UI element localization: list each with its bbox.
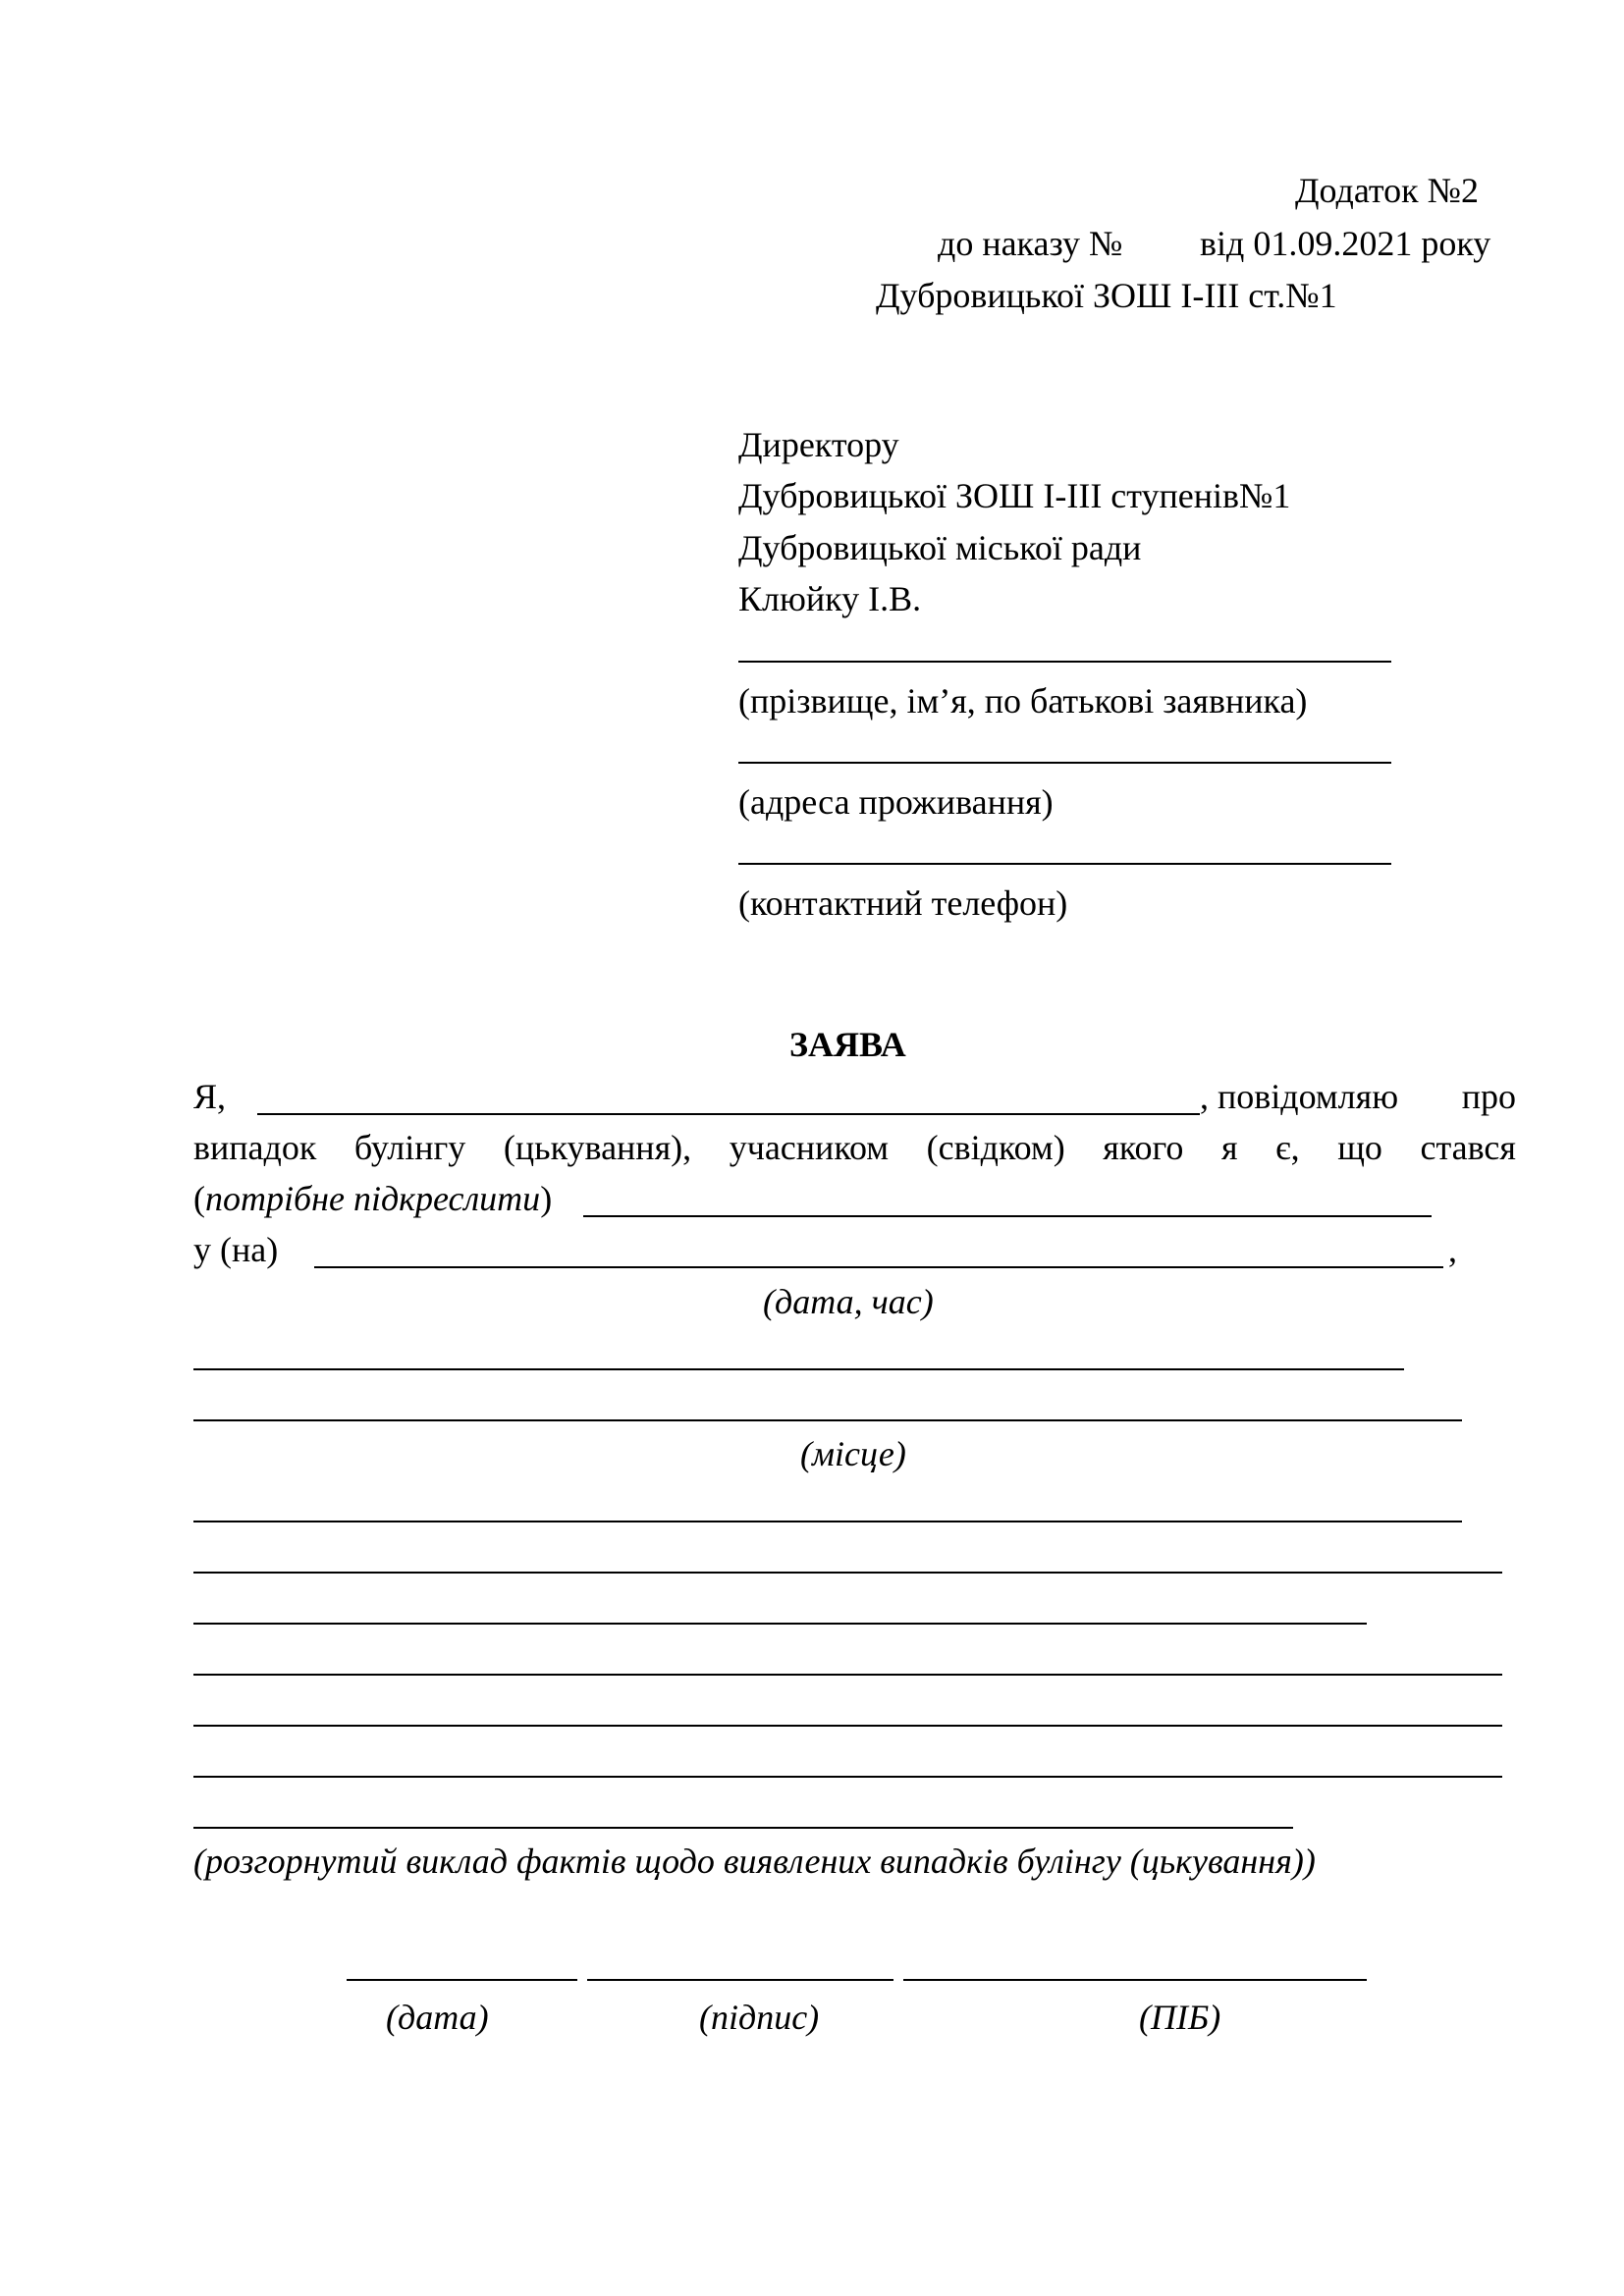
incident-place-field-2[interactable] <box>193 1419 1462 1421</box>
applicant-address-field[interactable] <box>738 762 1391 764</box>
signature-name-field[interactable] <box>903 1979 1367 1981</box>
facts-caption: (розгорнутий виклад фактів щодо виявлених випадків булінгу (цькування)) <box>193 1842 1316 1881</box>
underline-note-open: ( <box>193 1179 205 1218</box>
applicant-phone-field[interactable] <box>738 863 1391 865</box>
school-name-header: Дубровицької ЗОШ І-ІІІ ст.№1 <box>876 276 1337 315</box>
addressee-line-4: Клюйку І.В. <box>738 579 922 618</box>
statement-word: булінгу <box>353 1128 466 1167</box>
statement-word: учасником <box>729 1128 890 1167</box>
statement-i-prefix: Я, <box>193 1077 227 1116</box>
statement-word: випадок <box>193 1128 317 1167</box>
statement-word: якого <box>1103 1128 1184 1167</box>
reporter-name-field[interactable] <box>257 1113 1200 1115</box>
report-word-2: про <box>1461 1077 1516 1116</box>
facts-field-4[interactable] <box>193 1674 1502 1676</box>
applicant-address-caption: (адреса проживання) <box>738 782 1054 822</box>
statement-word: я <box>1220 1128 1238 1167</box>
facts-field-6[interactable] <box>193 1776 1502 1778</box>
underline-note-close: ) <box>540 1179 553 1218</box>
date-time-caption: (дата, час) <box>763 1282 934 1321</box>
facts-field-2[interactable] <box>193 1572 1502 1574</box>
report-word-1: , повідомляю <box>1200 1077 1399 1116</box>
addressee-line-2: Дубровицької ЗОШ І-ІІІ ступенів№1 <box>738 476 1291 515</box>
signature-name-caption: (ПІБ) <box>1139 1998 1221 2037</box>
statement-line-2 <box>193 1130 1516 1165</box>
order-number-prefix: до наказу № <box>938 224 1123 263</box>
signature-date-field[interactable] <box>347 1979 577 1981</box>
statement-at-prefix: у (на) <box>193 1230 279 1269</box>
signature-date-caption: (дата) <box>386 1998 489 2037</box>
facts-field-5[interactable] <box>193 1725 1502 1727</box>
incident-place-field-1[interactable] <box>193 1368 1404 1370</box>
statement-word: є, <box>1275 1128 1300 1167</box>
statement-title: ЗАЯВА <box>789 1025 906 1064</box>
underline-note <box>193 1181 552 1216</box>
report-words-row <box>1200 1079 1516 1114</box>
statement-word: (свідком) <box>926 1128 1065 1167</box>
signature-caption: (підпис) <box>699 1998 820 2037</box>
place-caption: (місце) <box>800 1434 906 1473</box>
addressee-line-3: Дубровицької міської ради <box>738 528 1142 567</box>
statement-word: (цькування), <box>503 1128 692 1167</box>
applicant-name-field[interactable] <box>738 661 1391 663</box>
statement-word: що <box>1337 1128 1382 1167</box>
signature-field[interactable] <box>587 1979 893 1981</box>
incident-datetime-field[interactable] <box>314 1266 1443 1268</box>
appendix-number: Додаток №2 <box>1295 171 1479 210</box>
addressee-line-1: Директору <box>738 425 899 464</box>
statement-word: стався <box>1420 1128 1516 1167</box>
participant-role-field[interactable] <box>583 1215 1432 1217</box>
applicant-name-caption: (прізвище, ім’я, по батькові заявника) <box>738 681 1308 721</box>
statement-at-suffix: , <box>1448 1230 1457 1269</box>
facts-field-7[interactable] <box>193 1827 1293 1829</box>
applicant-phone-caption: (контактний телефон) <box>738 883 1068 923</box>
underline-note-text: потрібне підкреслити <box>205 1179 541 1218</box>
facts-field-1[interactable] <box>193 1521 1462 1522</box>
order-date: від 01.09.2021 року <box>1200 224 1491 263</box>
facts-field-3[interactable] <box>193 1623 1367 1625</box>
